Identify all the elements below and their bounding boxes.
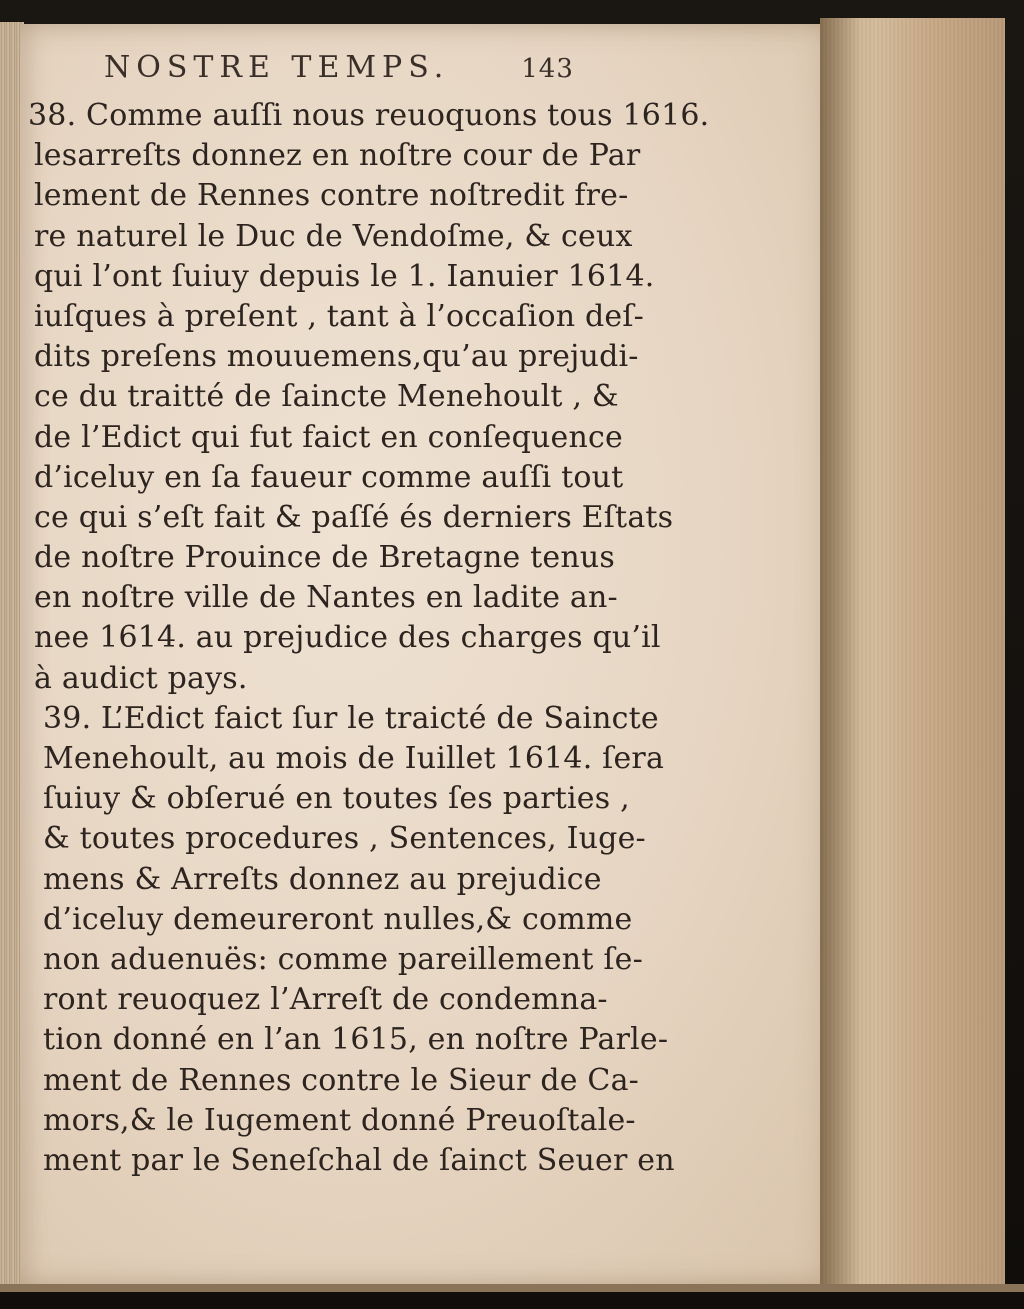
text-line: ſuiuy & obſerué en toutes ſes parties , — [43, 781, 630, 817]
text-line: ment par le Seneſchal de ſainct Seuer en — [43, 1142, 675, 1178]
text-line: à audict pays. — [34, 660, 248, 696]
text-line: re naturel le Duc de Vendoſme, & ceux — [34, 218, 633, 254]
text-line: lement de Rennes contre noſtredit fre- — [34, 178, 629, 214]
text-line: iuſques à preſent , tant à l’occaſion deſ- — [34, 298, 644, 334]
text-line: mors,& le Iugement donné Preuoſtale- — [43, 1102, 636, 1138]
text-line: ront reuoquez l’Arreſt de condemna- — [43, 982, 608, 1018]
text-line: 39. L’Edict faict ſur le traicté de Saincte — [43, 700, 659, 736]
text-line: ce du traitté de ſaincte Menehoult , & — [34, 379, 619, 415]
running-head-title: NOSTRE TEMPS. — [104, 50, 450, 85]
text-line: lesarreſts donnez en noſtre cour de Par — [34, 138, 641, 174]
text-line: ment de Rennes contre le Sieur de Ca- — [43, 1062, 640, 1098]
text-line: nee 1614. au prejudice des charges qu’il — [34, 620, 661, 656]
text-line: de noſtre Prouince de Bretagne tenus — [34, 540, 616, 576]
page-number: 143 — [521, 54, 574, 84]
paragraph-39 — [34, 699, 714, 1181]
text-line: ce qui s’eſt fait & paſſé és derniers Eſtats — [34, 499, 674, 535]
page-bottom-edge — [0, 1284, 1024, 1292]
text-line: Menehoult, au mois de Iuillet 1614. ſera — [43, 741, 665, 776]
text-line: non aduenuës: comme pareillement ſe- — [43, 941, 643, 977]
text-line: qui l’ont ſuiuy depuis le 1. Ianuier 1614. — [34, 258, 655, 294]
page-text — [28, 50, 714, 1181]
text-line: en noſtre ville de Nantes en ladite an- — [34, 580, 618, 616]
paragraph-38 — [28, 96, 714, 699]
text-line: dits preſens mouuemens,qu’au prejudi- — [34, 339, 639, 375]
running-head — [104, 50, 714, 96]
text-line: d’iceluy en ſa faueur comme auſſi tout — [34, 459, 624, 495]
gutter-shadow — [820, 18, 860, 1290]
text-line: tion donné en l’an 1615, en noſtre Parle- — [43, 1022, 669, 1058]
text-line: mens & Arreſts donnez au prejudice — [43, 861, 602, 897]
text-line: & toutes procedures , Sentences, Iuge- — [43, 821, 646, 857]
text-line: d’iceluy demeureront nulles,& comme — [43, 901, 633, 937]
text-line: de l’Edict qui fut faict en conſequence — [34, 419, 623, 455]
text-line: 38. Comme auſſi nous reuoquons tous 1616. — [28, 98, 710, 133]
